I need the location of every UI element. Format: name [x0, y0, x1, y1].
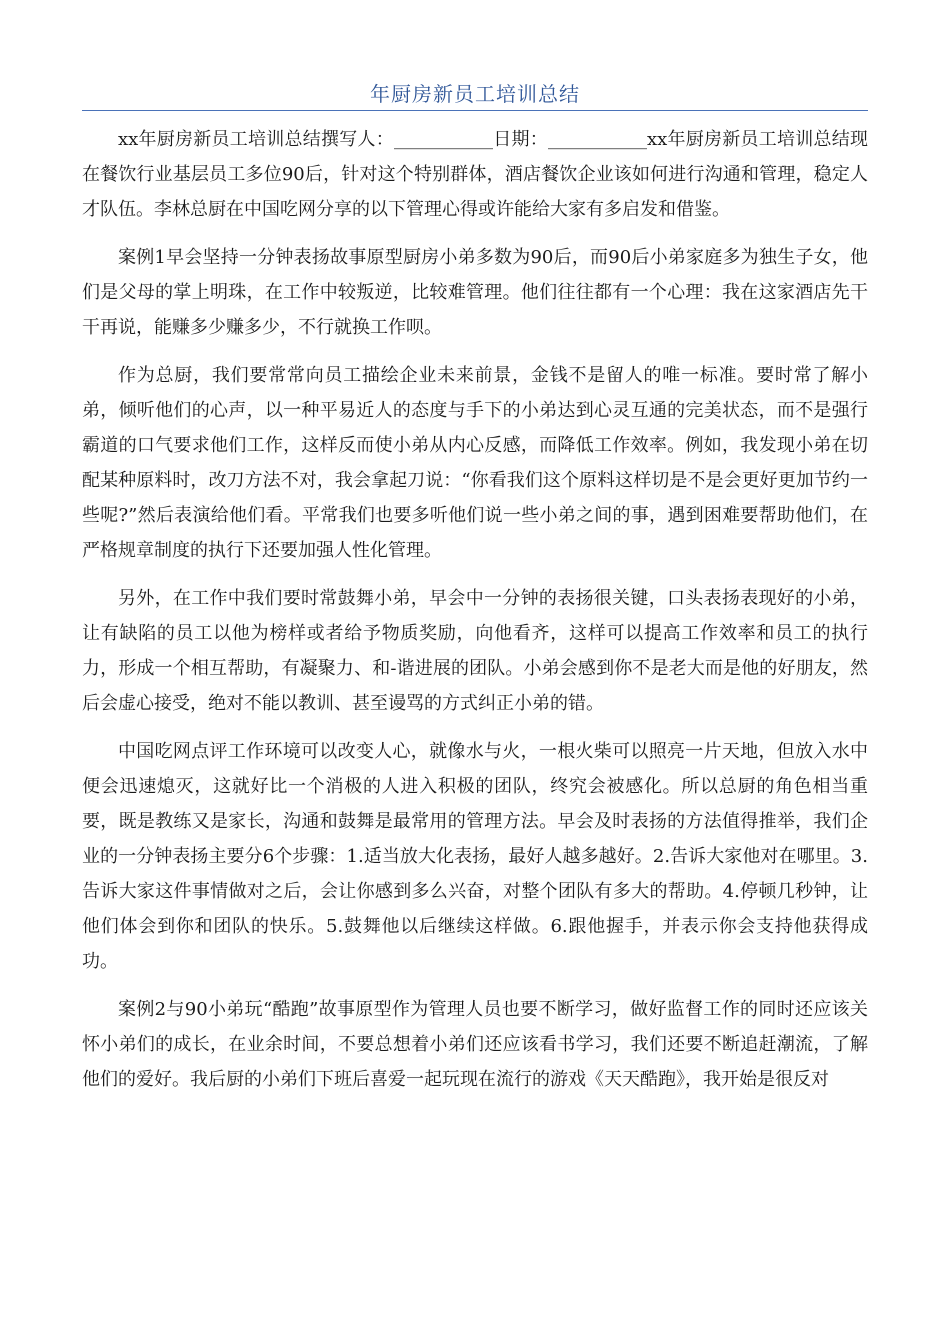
paragraph-chef-role: 作为总厨，我们要常常向员工描绘企业未来前景，金钱不是留人的唯一标准。要时常了解小弟，倾听他们的心声，以一种平易近人的态度与手下的小弟达到心灵互通的完美状态，而不是强行霸道的口气要求他们工作，这样反而使小弟从内心反感，而降低工作效率。例如，我发现小弟在切配某种原料时，改刀方法不对，我会拿起刀说：“你看我们这个原料这样切是不是会更好更加节约一些呢?”然后表演给他们看。平常我们也要多听他们说一些小弟之间的事，遇到困难要帮助他们，在严格规章制度的执行下还要加强人性化管理。 [82, 365, 868, 561]
paragraph-case-1: 案例1早会坚持一分钟表扬故事原型厨房小弟多数为90后，而90后小弟家庭多为独生子女，他们是父母的掌上明珠，在工作中较叛逆，比较难管理。他们往往都有一个心理：我在这家酒店先干干再说，能赚多少赚多少，不行就换工作呗。 [82, 247, 868, 338]
paragraph-encouragement: 另外，在工作中我们要时常鼓舞小弟，早会中一分钟的表扬很关键，口头表扬表现好的小弟，让有缺陷的员工以他为榜样或者给予物质奖励，向他看齐，这样可以提高工作效率和员工的执行力，形成一个相互帮助，有凝聚力、和-谐进展的团队。小弟会感到你不是老大而是他的好朋友，然后会虚心接受，绝对不能以教训、甚至谩骂的方式纠正小弟的错。 [82, 588, 868, 714]
paragraph-commentary: 中国吃网点评工作环境可以改变人心，就像水与火，一根火柴可以照亮一片天地，但放入水中便会迅速熄灭，这就好比一个消极的人进入积极的团队，终究会被感化。所以总厨的角色相当重要，既是教练又是家长，沟通和鼓舞是最常用的管理方法。早会及时表扬的方法值得推举，我们企业的一分钟表扬主要分6个步骤：1.适当放大化表扬，最好人越多越好。2.告诉大家他对在哪里。3.告诉大家这件事情做对之后，会让你感到多么兴奋，对整个团队有多大的帮助。4.停顿几秒钟，让他们体会到你和团队的快乐。5.鼓舞他以后继续这样做。6.跟他握手，并表示你会支持他获得成功。 [82, 741, 868, 972]
title-underline [82, 110, 868, 111]
document-body [82, 122, 868, 1110]
paragraph-intro: xx年厨房新员工培训总结撰写人：___________日期：___________xx年厨房新员工培训总结现在餐饮行业基层员工多位90后，针对这个特别群体，酒店餐饮企业该如何进行沟通和管理，稳定人才队伍。李林总厨在中国吃网分享的以下管理心得或许能给大家有多启发和借鉴。 [82, 129, 868, 220]
paragraph-case-2: 案例2与90小弟玩“酷跑”故事原型作为管理人员也要不断学习，做好监督工作的同时还应该关怀小弟们的成长，在业余时间，不要总想着小弟们还应该看书学习，我们还要不断追赶潮流，了解他们的爱好。我后厨的小弟们下班后喜爱一起玩现在流行的游戏《天天酷跑》，我开始是很反对 [82, 999, 868, 1090]
document-title: 年厨房新员工培训总结 [370, 82, 580, 106]
